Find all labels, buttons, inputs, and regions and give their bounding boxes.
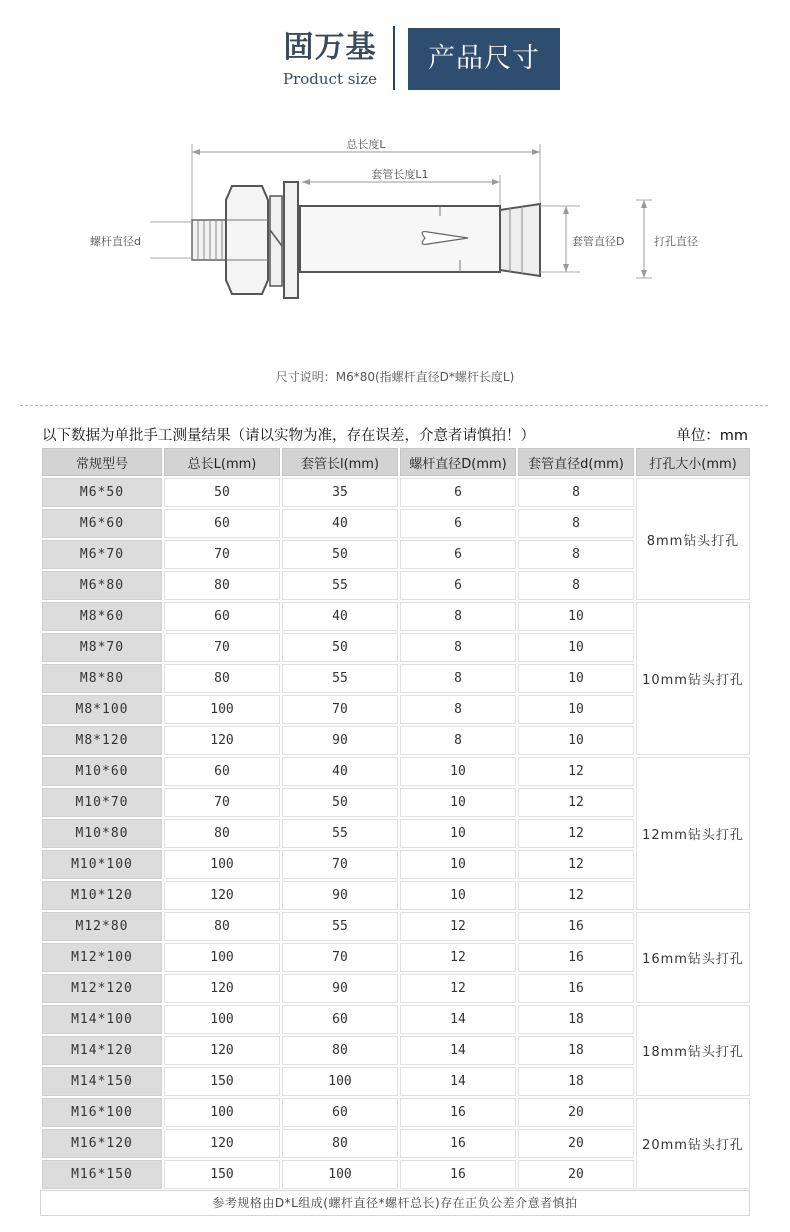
model-cell: M8*60 <box>42 602 162 631</box>
model-cell: M10*80 <box>42 819 162 848</box>
sleeve-length-cell: 40 <box>282 602 398 631</box>
sleeve-diameter-cell: 8 <box>518 478 634 507</box>
sleeve-length-cell: 70 <box>282 943 398 972</box>
model-cell: M12*100 <box>42 943 162 972</box>
table-row <box>42 1005 750 1034</box>
sleeve-diameter-cell: 18 <box>518 1036 634 1065</box>
table-row <box>42 602 750 631</box>
model-cell: M8*120 <box>42 726 162 755</box>
sleeve-diameter-cell: 20 <box>518 1098 634 1127</box>
total-length-cell: 120 <box>164 726 280 755</box>
header-sleeve-diameter: 套管直径d(mm) <box>518 448 634 476</box>
model-cell: M12*80 <box>42 912 162 941</box>
bolt-diameter-cell: 8 <box>400 726 516 755</box>
sleeve-length-cell: 50 <box>282 633 398 662</box>
page-header <box>0 0 790 100</box>
sleeve-length-cell: 90 <box>282 726 398 755</box>
bolt-diameter-cell: 10 <box>400 881 516 910</box>
total-length-cell: 150 <box>164 1067 280 1096</box>
sleeve-diameter-cell: 8 <box>518 509 634 538</box>
sleeve-diameter-cell: 12 <box>518 850 634 879</box>
hole-diameter-label: 打孔直径 <box>654 235 698 248</box>
drill-size-cell: 12mm钻头打孔 <box>636 757 750 910</box>
sleeve-diameter-cell: 12 <box>518 757 634 786</box>
sleeve-length-cell: 55 <box>282 912 398 941</box>
bolt-diameter-cell: 10 <box>400 788 516 817</box>
header-model: 常规型号 <box>42 448 162 476</box>
sleeve-diameter-cell: 10 <box>518 633 634 662</box>
total-length-cell: 120 <box>164 1036 280 1065</box>
bolt-drawing <box>0 120 790 350</box>
table-header-row <box>42 448 750 476</box>
measurement-notice: 以下数据为单批手工测量结果（请以实物为准，存在误差，介意者请慎拍！） <box>42 428 535 444</box>
total-length-cell: 60 <box>164 757 280 786</box>
model-cell: M6*70 <box>42 540 162 569</box>
model-cell: M6*60 <box>42 509 162 538</box>
table-row <box>42 1098 750 1127</box>
model-cell: M8*80 <box>42 664 162 693</box>
sleeve-diameter-cell: 12 <box>518 881 634 910</box>
sleeve-length-cell: 100 <box>282 1067 398 1096</box>
sleeve-length-cell: 55 <box>282 571 398 600</box>
sleeve-diameter-cell: 16 <box>518 943 634 972</box>
drill-size-cell: 8mm钻头打孔 <box>636 478 750 600</box>
sleeve-length-cell: 100 <box>282 1160 398 1189</box>
total-length-label: 总长度L <box>346 138 386 151</box>
footnote: 参考规格由D*L组成(螺杆直径*螺杆总长)存在正负公差介意者慎拍 <box>40 1190 750 1216</box>
sleeve-diameter-cell: 8 <box>518 571 634 600</box>
brand-subtitle: Product size <box>282 70 378 88</box>
total-length-cell: 70 <box>164 540 280 569</box>
bolt-diameter-cell: 8 <box>400 664 516 693</box>
sleeve-length-cell: 60 <box>282 1098 398 1127</box>
sleeve-length-cell: 90 <box>282 881 398 910</box>
drill-size-cell: 10mm钻头打孔 <box>636 602 750 755</box>
model-cell: M8*70 <box>42 633 162 662</box>
bolt-diameter-cell: 12 <box>400 974 516 1003</box>
model-cell: M14*150 <box>42 1067 162 1096</box>
bolt-diameter-cell: 14 <box>400 1005 516 1034</box>
bolt-diameter-label: 螺杆直径d <box>90 235 141 248</box>
table-row <box>42 478 750 507</box>
total-length-cell: 120 <box>164 974 280 1003</box>
model-cell: M14*100 <box>42 1005 162 1034</box>
header-divider <box>393 26 395 90</box>
sleeve-length-cell: 90 <box>282 974 398 1003</box>
sleeve-length-cell: 70 <box>282 695 398 724</box>
header-total-length: 总长L(mm) <box>164 448 280 476</box>
bolt-diameter-cell: 8 <box>400 633 516 662</box>
bolt-diameter-cell: 16 <box>400 1129 516 1158</box>
sleeve-diameter-cell: 10 <box>518 664 634 693</box>
model-cell: M8*100 <box>42 695 162 724</box>
brand-logo <box>270 30 390 88</box>
total-length-cell: 100 <box>164 695 280 724</box>
sleeve-diameter-cell: 16 <box>518 912 634 941</box>
bolt-diameter-cell: 8 <box>400 602 516 631</box>
model-cell: M12*120 <box>42 974 162 1003</box>
total-length-cell: 70 <box>164 788 280 817</box>
sleeve-length-cell: 80 <box>282 1129 398 1158</box>
sleeve-length-cell: 35 <box>282 478 398 507</box>
sleeve-length-cell: 50 <box>282 540 398 569</box>
total-length-cell: 100 <box>164 943 280 972</box>
sleeve-diameter-cell: 10 <box>518 726 634 755</box>
anchor-bolt-diagram <box>0 120 790 350</box>
sleeve-diameter-cell: 8 <box>518 540 634 569</box>
bolt-diameter-cell: 14 <box>400 1036 516 1065</box>
bolt-diameter-cell: 12 <box>400 943 516 972</box>
sleeve-length-cell: 55 <box>282 819 398 848</box>
drill-size-cell: 16mm钻头打孔 <box>636 912 750 1003</box>
sleeve-length-label: 套管长度L1 <box>371 168 429 181</box>
model-cell: M14*120 <box>42 1036 162 1065</box>
total-length-cell: 100 <box>164 1098 280 1127</box>
bolt-diameter-cell: 6 <box>400 509 516 538</box>
sleeve-length-cell: 50 <box>282 788 398 817</box>
bolt-diameter-cell: 8 <box>400 695 516 724</box>
sleeve-length-cell: 40 <box>282 509 398 538</box>
bolt-diameter-cell: 16 <box>400 1098 516 1127</box>
model-cell: M16*150 <box>42 1160 162 1189</box>
total-length-cell: 150 <box>164 1160 280 1189</box>
sleeve-length-cell: 70 <box>282 850 398 879</box>
total-length-cell: 80 <box>164 664 280 693</box>
spec-table-container <box>40 446 750 1191</box>
model-cell: M10*120 <box>42 881 162 910</box>
model-cell: M6*80 <box>42 571 162 600</box>
sleeve-diameter-cell: 10 <box>518 602 634 631</box>
sleeve-diameter-label: 套管直径D <box>572 235 625 248</box>
bolt-diameter-cell: 6 <box>400 540 516 569</box>
total-length-cell: 80 <box>164 819 280 848</box>
model-cell: M16*120 <box>42 1129 162 1158</box>
header-drill-size: 打孔大小(mm) <box>636 448 750 476</box>
sleeve-diameter-cell: 12 <box>518 819 634 848</box>
header-bolt-diameter: 螺杆直径D(mm) <box>400 448 516 476</box>
sleeve-length-cell: 55 <box>282 664 398 693</box>
table-row <box>42 912 750 941</box>
total-length-cell: 120 <box>164 1129 280 1158</box>
total-length-cell: 60 <box>164 602 280 631</box>
bolt-diameter-cell: 6 <box>400 571 516 600</box>
bolt-diameter-cell: 10 <box>400 819 516 848</box>
sleeve-diameter-cell: 16 <box>518 974 634 1003</box>
table-row <box>42 757 750 786</box>
size-caption: 尺寸说明：M6*80(指螺杆直径D*螺杆长度L) <box>275 370 515 384</box>
sleeve-length-cell: 60 <box>282 1005 398 1034</box>
bolt-diameter-cell: 10 <box>400 850 516 879</box>
total-length-cell: 80 <box>164 571 280 600</box>
sleeve-length-cell: 40 <box>282 757 398 786</box>
drill-size-cell: 18mm钻头打孔 <box>636 1005 750 1096</box>
sleeve-diameter-cell: 20 <box>518 1129 634 1158</box>
total-length-cell: 120 <box>164 881 280 910</box>
sleeve-diameter-cell: 18 <box>518 1067 634 1096</box>
bolt-diameter-cell: 6 <box>400 478 516 507</box>
spec-table-body <box>42 478 750 1189</box>
bolt-diameter-cell: 12 <box>400 912 516 941</box>
bolt-diameter-cell: 10 <box>400 757 516 786</box>
model-cell: M16*100 <box>42 1098 162 1127</box>
section-title: 产品尺寸 <box>408 28 560 90</box>
bolt-diameter-cell: 16 <box>400 1160 516 1189</box>
drill-size-cell: 20mm钻头打孔 <box>636 1098 750 1189</box>
total-length-cell: 100 <box>164 1005 280 1034</box>
sleeve-diameter-cell: 18 <box>518 1005 634 1034</box>
total-length-cell: 70 <box>164 633 280 662</box>
model-cell: M6*50 <box>42 478 162 507</box>
total-length-cell: 60 <box>164 509 280 538</box>
model-cell: M10*70 <box>42 788 162 817</box>
total-length-cell: 80 <box>164 912 280 941</box>
total-length-cell: 100 <box>164 850 280 879</box>
model-cell: M10*60 <box>42 757 162 786</box>
header-sleeve-length: 套管长l(mm) <box>282 448 398 476</box>
bolt-diameter-cell: 14 <box>400 1067 516 1096</box>
sleeve-diameter-cell: 20 <box>518 1160 634 1189</box>
brand-name: 固万基 <box>283 30 377 65</box>
model-cell: M10*100 <box>42 850 162 879</box>
unit-label: 单位：mm <box>676 428 748 444</box>
sleeve-diameter-cell: 10 <box>518 695 634 724</box>
spec-table <box>40 446 752 1191</box>
total-length-cell: 50 <box>164 478 280 507</box>
section-divider <box>20 405 768 406</box>
sleeve-diameter-cell: 12 <box>518 788 634 817</box>
sleeve-length-cell: 80 <box>282 1036 398 1065</box>
